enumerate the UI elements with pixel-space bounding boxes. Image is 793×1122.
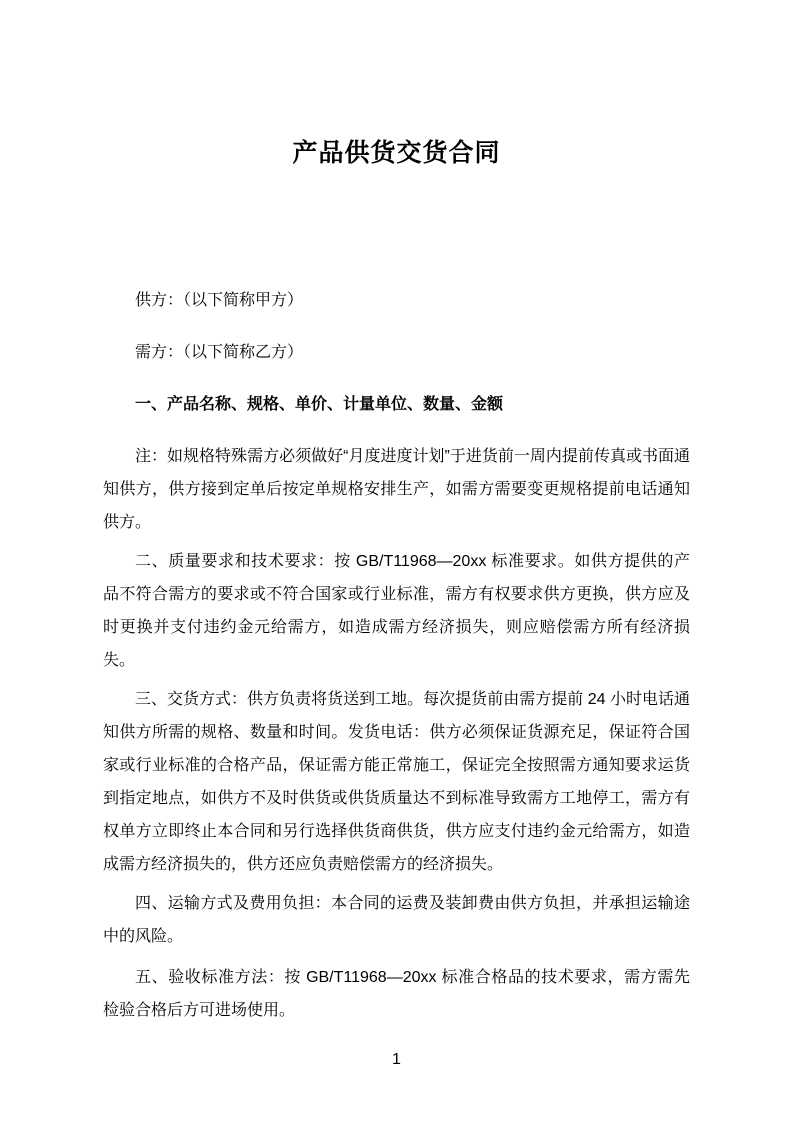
paragraph-note: 注：如规格特殊需方必须做好“月度进度计划”于进货前一周内提前传真或书面通知供方，供方接到定单后按定单规格安排生产，如需方需要变更规格提前电话通知供方。	[103, 448, 690, 531]
page-number: 1	[392, 1051, 401, 1068]
document-body	[0, 284, 793, 1027]
document-title: 产品供货交货合同	[292, 139, 501, 167]
paragraph-supplier-line: 供方：（以下简称甲方）	[135, 292, 304, 309]
paragraph-section-3: 三、交货方式：供方负责将货送到工地。每次提货前由需方提前 24 小时电话通知供方所需的规格、数量和时间。发货电话：供方必须保证货源充足，保证符合国家或行业标准的合格产品，保证需方能正常施工，保证完全按照需方通知要求运货到指定地点，如供方不及时供货或供货质量达不到标准导致需方工地停工，需方有权单方立即终止本合同和另行选择供货商供货，供方应支付违约金元给需方，如造成需方经济损失的，供方还应负责赔偿需方的经济损失。	[103, 691, 690, 873]
paragraph-section-5: 五、验收标准方法：按 GB/T11968—20xx 标准合格品的技术要求，需方需先检验合格后方可进场使用。	[103, 969, 690, 1019]
paragraph-section-1-heading: 一、产品名称、规格、单价、计量单位、数量、金额	[135, 396, 504, 413]
paragraph-buyer-line: 需方：（以下简称乙方）	[135, 344, 304, 361]
paragraph-section-2: 二、质量要求和技术要求：按 GB/T11968—20xx 标准要求。如供方提供的产品不符合需方的要求或不符合国家或行业标准，需方有权要求供方更换，供方应及时更换并支付违约金元给需方，如造成需方经济损失，则应赔偿需方所有经济损失。	[103, 553, 690, 669]
paragraph-section-4: 四、运输方式及费用负担：本合同的运费及装卸费由供方负担，并承担运输途中的风险。	[103, 895, 690, 945]
